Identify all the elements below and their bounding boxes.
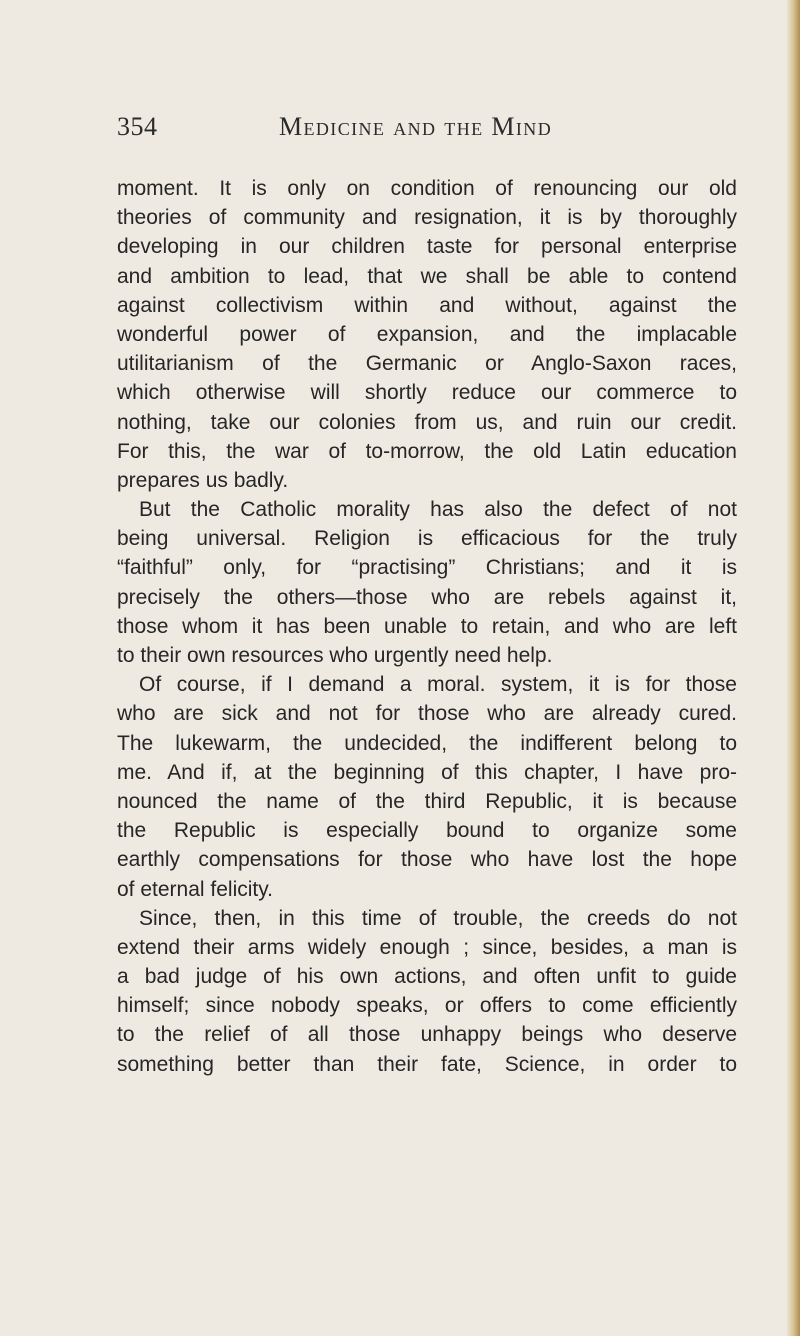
page-edge-shadow [786, 0, 800, 1336]
text-line: to the relief of all those unhappy beings who deserve [117, 1023, 737, 1047]
page-number: 354 [117, 112, 158, 141]
text-line: of eternal felicity. [117, 877, 274, 901]
text-line: Of course, if I demand a moral. system, it is for those [139, 673, 737, 697]
text-line: extend their arms widely enough ; since, besides, a man is [117, 935, 737, 959]
text-line: moment. It is only on condition of renouncing our old [117, 177, 737, 200]
text-line: who are sick and not for those who are already cured. [117, 702, 737, 726]
text-line: “faithful” only, for “practising” Christians; and it is [117, 556, 737, 580]
text-line: me. And if, at the beginning of this chapter, I have pro- [117, 760, 737, 784]
text-line: Since, then, in this time of trouble, the creeds do not [139, 906, 737, 930]
text-line: being universal. Religion is efficacious for the truly [117, 527, 737, 551]
text-line: nounced the name of the third Republic, it is because [117, 789, 737, 813]
text-line: theories of community and resignation, it is by thoroughly [117, 206, 737, 230]
text-line: developing in our children taste for personal enterprise [117, 235, 737, 259]
text-line: prepares us badly. [117, 468, 289, 492]
body-text [117, 174, 737, 1079]
text-line: earthly compensations for those who have lost the hope [117, 848, 737, 872]
text-line: himself; since nobody speaks, or offers to come efficiently [117, 994, 737, 1018]
text-line: utilitarianism of the Germanic or Anglo-Saxon races, [117, 352, 737, 376]
text-line: For this, the war of to-morrow, the old Latin education [117, 439, 737, 463]
text-line: nothing, take our colonies from us, and ruin our credit. [117, 410, 737, 434]
text-line: to their own resources who urgently need help. [117, 644, 553, 667]
text-line: a bad judge of his own actions, and often unfit to guide [117, 965, 737, 989]
running-title: Medicine and the Mind [279, 112, 553, 141]
text-line: something better than their fate, Science, in order to [117, 1052, 737, 1076]
text-line: those whom it has been unable to retain, and who are left [117, 614, 737, 638]
text-line: and ambition to lead, that we shall be able to contend [117, 264, 737, 288]
text-line: But the Catholic morality has also the defect of not [139, 498, 737, 522]
text-line: The lukewarm, the undecided, the indifferent belong to [117, 731, 737, 755]
text-line: against collectivism within and without, against the [117, 293, 737, 317]
text-line: which otherwise will shortly reduce our commerce to [117, 381, 737, 405]
page-header [117, 112, 737, 152]
text-line: the Republic is especially bound to organize some [117, 819, 737, 843]
text-line: precisely the others—those who are rebels against it, [117, 585, 737, 609]
text-line: wonderful power of expansion, and the implacable [117, 322, 737, 346]
